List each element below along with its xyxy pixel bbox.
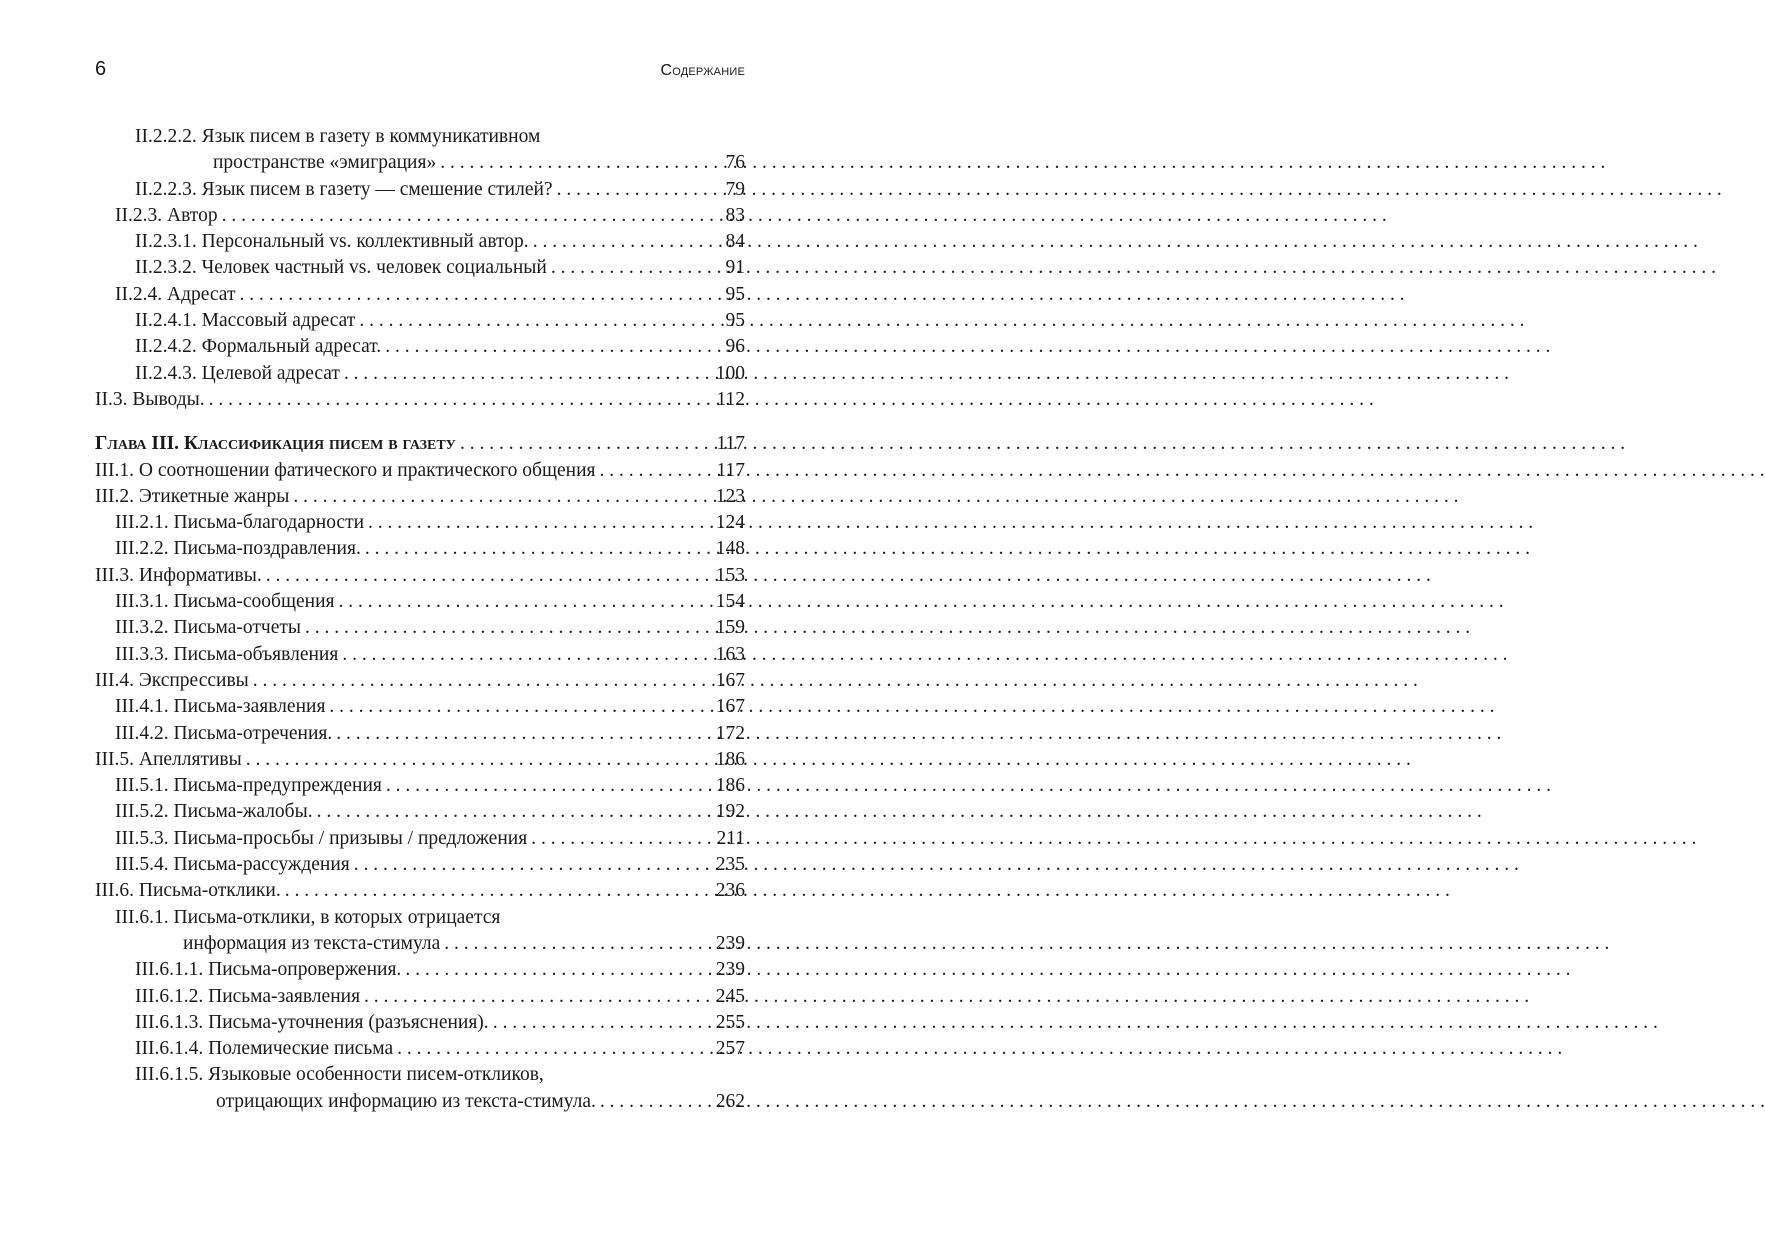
dot-leader [365, 536, 687, 562]
dot-leader [342, 642, 687, 668]
toc-chapter-title: Классификация писем в газету [183, 433, 456, 455]
toc-entry [95, 721, 745, 747]
toc-entry-title: Письма-уточнения (разъяснения). [208, 1011, 489, 1033]
toc-entry [95, 203, 745, 229]
toc-entry-title: Персональный vs. коллективный автор. [201, 231, 529, 253]
dot-leader [359, 308, 687, 334]
dot-leader [386, 773, 687, 799]
toc-entry-number: III.3. [95, 564, 134, 586]
toc-page-number: 159 [715, 617, 745, 639]
dot-leader [531, 826, 687, 852]
dot-leader [293, 484, 687, 510]
toc-entry [95, 334, 745, 360]
dot-leader [339, 589, 688, 615]
toc-page-number: 211 [716, 827, 745, 849]
toc-page-number: 235 [715, 854, 745, 876]
toc-entry-title: Апеллятивы [138, 748, 242, 770]
toc-entry-number: II.2.3.1. [135, 231, 197, 253]
toc-page-number: 83 [725, 204, 745, 226]
dot-leader [222, 203, 687, 229]
toc-page-number: 84 [725, 231, 745, 253]
toc-page-number: 112 [716, 388, 745, 410]
toc-entry [95, 852, 745, 878]
toc-page-number: 262 [715, 1090, 745, 1112]
toc-entry-number: III.6. [95, 880, 134, 902]
dot-leader [336, 721, 687, 747]
toc-entry-title: Полемические письма [208, 1038, 394, 1060]
dot-leader [551, 255, 687, 281]
toc-entry [95, 387, 745, 413]
toc-entry-number: III.5.1. [115, 775, 169, 797]
dot-leader [493, 1010, 687, 1036]
toc-entry-number: III.5. [95, 748, 134, 770]
toc-entry-title: Адресат [167, 283, 236, 305]
toc-entry-title: Письма-отчеты [173, 617, 302, 639]
dot-leader [305, 615, 687, 641]
toc-page-number: 117 [716, 433, 745, 455]
toc-entry [95, 984, 745, 1010]
toc-entry-title: Этикетные жанры [138, 485, 290, 507]
toc-entry-number: II.2.3. [115, 204, 163, 226]
book-page [0, 0, 827, 1241]
toc-entry-title: Целевой адресат [201, 362, 340, 384]
dot-leader [599, 458, 687, 484]
toc-entry-title: О соотношении фатического и практического общения [138, 459, 596, 481]
toc-entry-title: Человек частный vs. человек социальный [201, 257, 547, 279]
dot-leader [354, 852, 687, 878]
toc-entry-number: III.3.3. [115, 643, 169, 665]
toc-entry [95, 282, 745, 308]
toc-page-number: 167 [715, 696, 745, 718]
toc-chapter-number: Глава III. [95, 433, 180, 455]
toc-entry-title: Массовый адресат [201, 310, 356, 332]
toc-entry-title: информация из текста-стимула [183, 932, 441, 954]
toc-entry [95, 642, 745, 668]
toc-entry [95, 229, 745, 255]
dot-leader [533, 229, 687, 255]
toc-entry [95, 510, 745, 536]
toc-page-number: 163 [715, 643, 745, 665]
toc-entry [95, 255, 745, 281]
toc-entry-title: Язык писем в газету — смешение стилей? [201, 178, 553, 200]
toc-entry-number: II.2.2.2. [135, 126, 197, 147]
toc-page-number: 167 [715, 669, 745, 691]
toc-page-number: 186 [715, 775, 745, 797]
toc-entry-number: III.2.2. [115, 538, 169, 560]
toc-entry-number: III.1. [95, 459, 134, 481]
dot-leader [368, 510, 687, 536]
toc-entry-number: II.2.3.2. [135, 257, 197, 279]
toc-page-number: 186 [715, 748, 745, 770]
toc-entry [95, 124, 745, 150]
toc-page-number: 192 [715, 801, 745, 823]
toc-entry-number: III.2.1. [115, 512, 169, 534]
toc-entry-title: Письма-отклики. [138, 880, 281, 902]
toc-entry-title: Письма-объявления [173, 643, 339, 665]
toc-entry-number: II.2.4.2. [135, 336, 197, 358]
toc-entry-number: III.6.1.4. [135, 1038, 204, 1060]
toc-entry-title: Письма-заявления [173, 696, 326, 718]
toc-entry [95, 799, 745, 825]
toc-page-number: 117 [716, 459, 745, 481]
page-header [95, 58, 745, 81]
toc-entry-title: Экспрессивы [138, 669, 249, 691]
toc-entry-title: Письма-благодарности [173, 512, 365, 534]
toc-entry-title: Язык писем в газету в коммуникативном [201, 126, 541, 147]
toc-page-number: 255 [715, 1011, 745, 1033]
dot-leader [397, 1036, 687, 1062]
toc-entry-title: Выводы. [132, 388, 205, 410]
toc-entry [95, 361, 745, 387]
toc-entry-number: II.2.2.3. [135, 178, 197, 200]
toc-page-number: 123 [715, 485, 745, 507]
toc-entry-number: III.6.1.5. [135, 1064, 204, 1086]
toc-entry-number: III.5.2. [115, 801, 169, 823]
toc-entry-title: Письма-предупреждения [173, 775, 382, 797]
dot-leader [440, 150, 687, 176]
toc-entry-number: III.6.1. [115, 906, 169, 928]
dot-leader [253, 668, 687, 694]
toc-entry-title: отрицающих информацию из текста-стимула. [216, 1090, 596, 1112]
toc-entry-title: Письма-сообщения [173, 591, 335, 613]
toc-page-number: 79 [725, 178, 745, 200]
toc-entry [95, 1036, 745, 1062]
toc-entry [95, 773, 745, 799]
toc-entry-number: II.2.4. [115, 283, 163, 305]
toc-page-number: 95 [725, 283, 745, 305]
dot-leader [460, 431, 687, 457]
section-gap [95, 413, 745, 431]
toc-entry [95, 694, 745, 720]
toc-page-number: 100 [715, 362, 745, 384]
toc-page-number: 76 [725, 152, 745, 174]
dot-leader [557, 177, 687, 203]
toc-page-number: 245 [715, 985, 745, 1007]
toc-page-number: 91 [725, 257, 745, 279]
dot-leader [405, 957, 687, 983]
toc-page-number: 153 [715, 564, 745, 586]
toc-entry-number: III.6.1.1. [135, 959, 204, 981]
toc-entry [95, 484, 745, 510]
dot-leader [209, 387, 687, 413]
toc-entry [95, 615, 745, 641]
toc-entry [95, 1062, 745, 1088]
toc-entry-title: Письма-рассуждения [173, 854, 350, 876]
toc-page-number: 172 [715, 722, 745, 744]
toc-entry [95, 1010, 745, 1036]
toc-entry [95, 536, 745, 562]
toc-entry [95, 177, 745, 203]
dot-leader [364, 984, 687, 1010]
toc-entry-number: III.5.3. [115, 827, 169, 849]
toc-entry-title: Письма-отречения. [173, 722, 333, 744]
toc-entry [95, 668, 745, 694]
toc-entry-number: II.2.4.3. [135, 362, 197, 384]
dot-leader [239, 282, 687, 308]
toc-entry-number: III.3.2. [115, 617, 169, 639]
toc-entry [95, 589, 745, 615]
dot-leader [246, 747, 687, 773]
toc-page-number: 239 [715, 932, 745, 954]
toc-entry-title: Письма-отклики, в которых отрицается [173, 906, 501, 928]
toc-entry-number: III.4.1. [115, 696, 169, 718]
toc-page-number: 148 [715, 538, 745, 560]
toc-entry-title: Автор [167, 204, 218, 226]
toc-entry-title: Письма-поздравления. [173, 538, 361, 560]
toc-entry-continuation [95, 150, 745, 176]
toc-page-number: 239 [715, 959, 745, 981]
dot-leader [444, 931, 687, 957]
toc-entry-title: Письма-жалобы. [173, 801, 313, 823]
toc-entry-number: II.2.4.1. [135, 310, 197, 332]
toc-entry-title: Письма-заявления [208, 985, 361, 1007]
toc-entry [95, 563, 745, 589]
toc-entry [95, 458, 745, 484]
table-of-contents [95, 124, 745, 1115]
toc-entry [95, 957, 745, 983]
toc-page-number: 236 [715, 880, 745, 902]
toc-page-number: 124 [715, 512, 745, 534]
toc-entry-number: III.4. [95, 669, 134, 691]
toc-entry-number: III.4.2. [115, 722, 169, 744]
dot-leader [385, 334, 687, 360]
toc-entry-title: Формальный адресат. [201, 336, 382, 358]
toc-entry-continuation [95, 931, 745, 957]
dot-leader [329, 694, 687, 720]
page-number: 6 [95, 58, 107, 80]
toc-page-number: 95 [725, 310, 745, 332]
dot-leader [266, 563, 687, 589]
dot-leader [317, 799, 687, 825]
dot-leader [600, 1089, 687, 1115]
toc-entry-continuation [95, 1089, 745, 1115]
toc-entry [95, 747, 745, 773]
dot-leader [344, 361, 687, 387]
dot-leader [285, 878, 687, 904]
toc-entry [95, 308, 745, 334]
toc-page-number: 96 [725, 336, 745, 358]
toc-entry [95, 905, 745, 931]
toc-entry-number: III.6.1.3. [135, 1011, 204, 1033]
toc-entry-number: III.5.4. [115, 854, 169, 876]
running-head: Содержание [660, 62, 745, 79]
toc-entry-number: III.6.1.2. [135, 985, 204, 1007]
toc-entry-title: пространстве «эмиграция» [213, 152, 437, 174]
toc-entry-number: III.3.1. [115, 591, 169, 613]
toc-entry-number: III.2. [95, 485, 134, 507]
toc-entry-title: Письма-просьбы / призывы / предложения [173, 827, 528, 849]
toc-chapter-entry [95, 431, 745, 457]
toc-page-number: 257 [715, 1038, 745, 1060]
toc-entry-title: Письма-опровержения. [208, 959, 402, 981]
toc-entry-title: Языковые особенности писем-откликов, [208, 1064, 544, 1086]
toc-page-number: 154 [715, 591, 745, 613]
toc-entry [95, 878, 745, 904]
toc-entry-number: II.3. [95, 388, 128, 410]
toc-entry [95, 826, 745, 852]
toc-entry-title: Информативы. [138, 564, 262, 586]
